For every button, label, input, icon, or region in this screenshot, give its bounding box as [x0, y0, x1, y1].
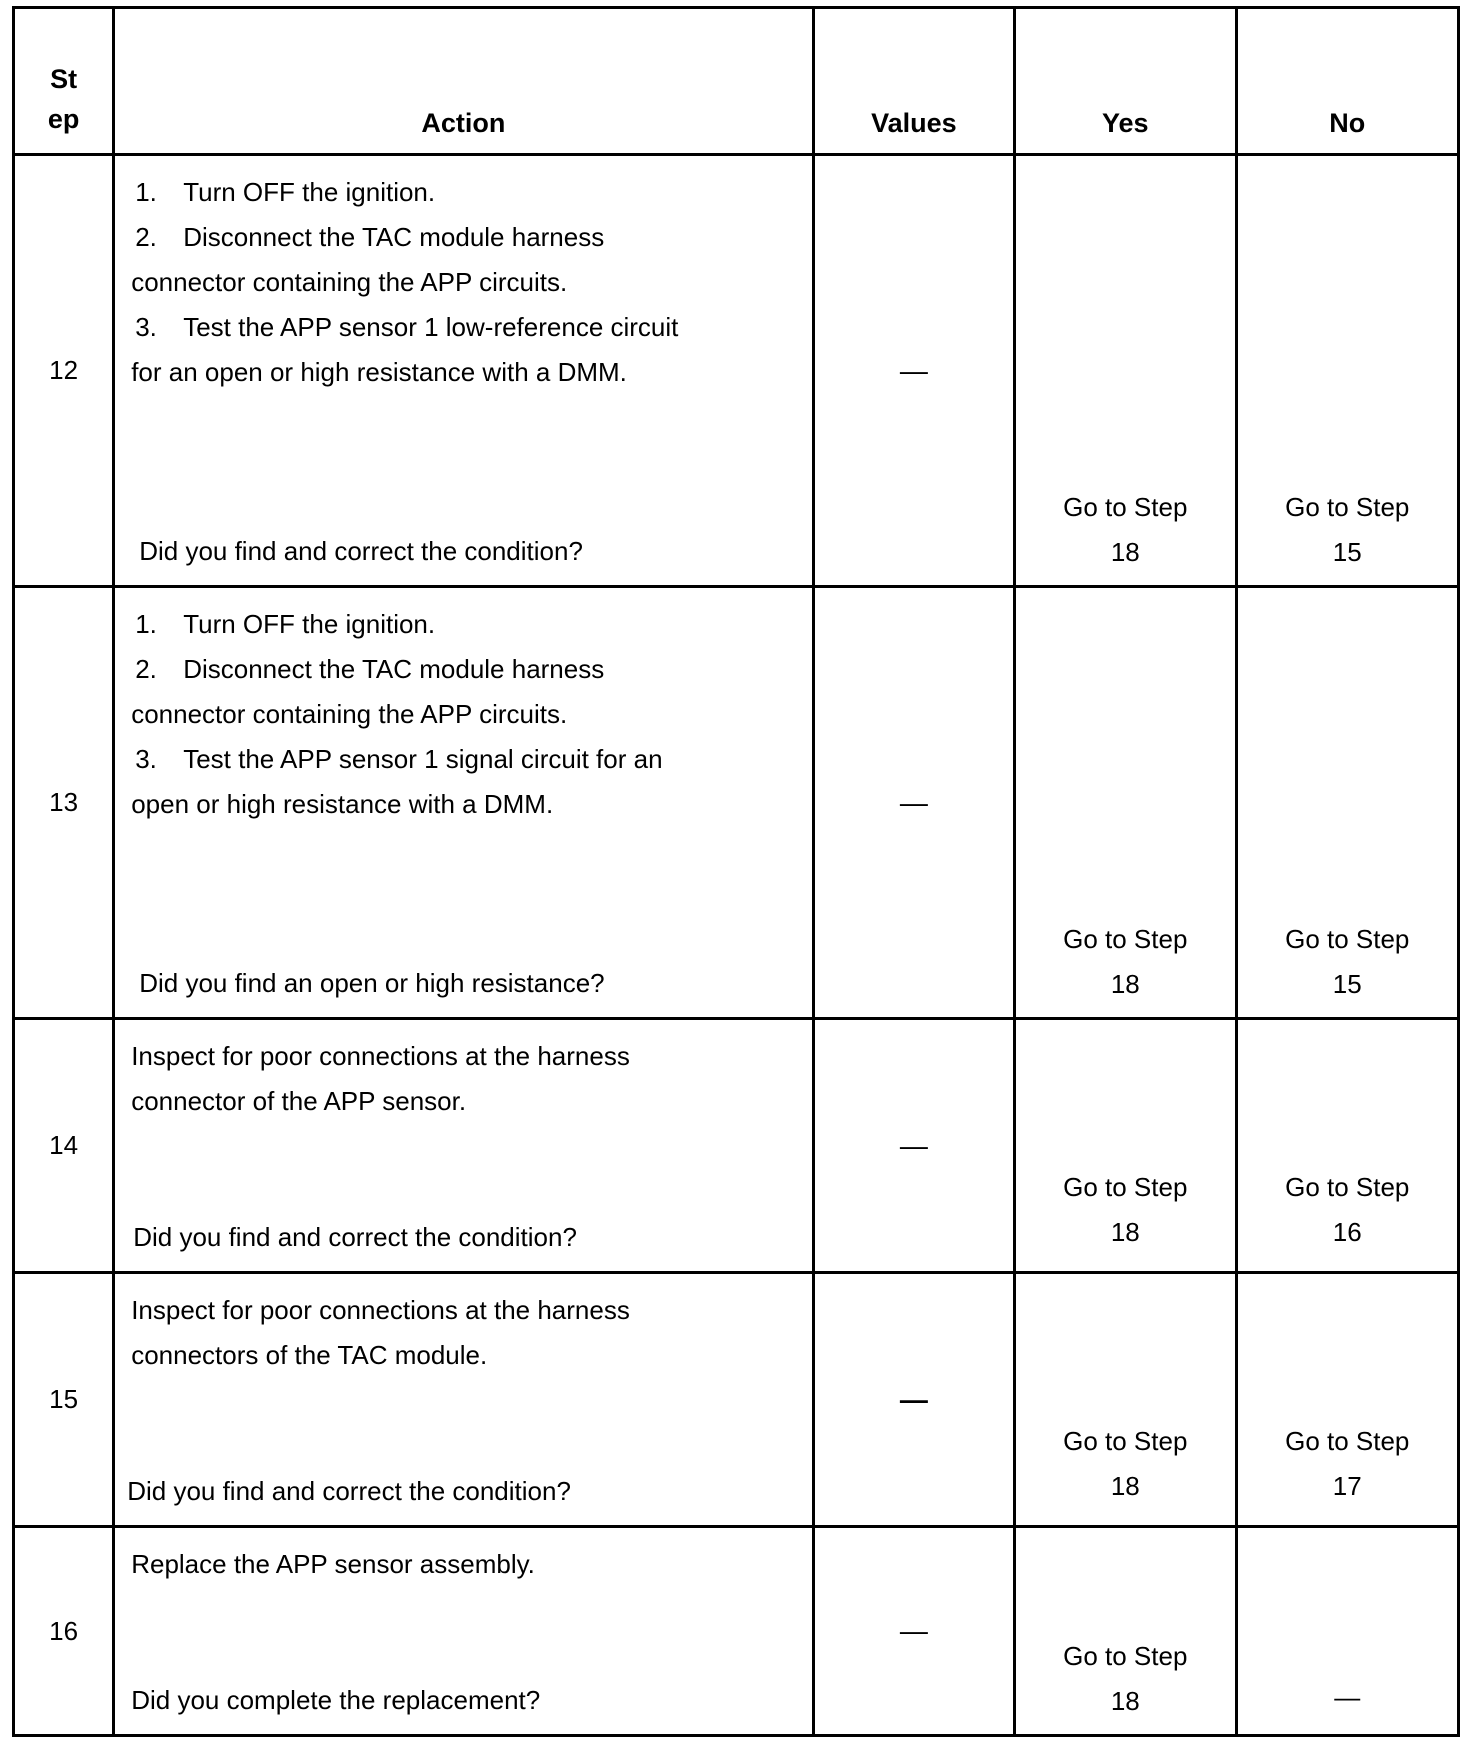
yes-label: Go to Step [1063, 1172, 1188, 1202]
values-cell: — [813, 1527, 1014, 1736]
action-cell [114, 587, 813, 1019]
action-step-number: 3. [135, 312, 157, 342]
no-step-number: 15 [1332, 537, 1362, 567]
action-cell [114, 155, 813, 587]
step-number: 14 [14, 1019, 114, 1273]
action-step-number: 2. [135, 654, 157, 684]
header-step-line2: ep [47, 104, 80, 134]
no-label: Go to Step [1285, 1172, 1410, 1202]
no-cell [1236, 587, 1459, 1019]
header-action [114, 8, 813, 155]
table-row [14, 1527, 1459, 1736]
no-cell [1236, 1527, 1459, 1736]
action-cell [114, 1273, 813, 1527]
action-line: Test the APP sensor 1 signal circuit for an [183, 744, 663, 774]
table-row [14, 155, 1459, 587]
yes-step-number: 18 [1110, 537, 1140, 567]
yes-label: Go to Step [1063, 1641, 1188, 1671]
header-values-label: Values [871, 108, 957, 138]
yes-cell [1015, 587, 1236, 1019]
action-line: Turn OFF the ignition. [183, 609, 436, 639]
yes-step-number: 18 [1110, 1471, 1140, 1501]
no-value: — [1334, 1682, 1361, 1712]
step-number: 16 [14, 1527, 114, 1736]
action-line: connector of the APP sensor. [131, 1086, 467, 1116]
header-step-line1: St [50, 64, 78, 94]
header-yes [1015, 8, 1236, 155]
values-cell: — [813, 155, 1014, 587]
action-step-number: 1. [135, 177, 157, 207]
no-step-number: 16 [1332, 1217, 1362, 1247]
values-cell: — [813, 587, 1014, 1019]
action-step-number: 3. [135, 744, 157, 774]
action-line: open or high resistance with a DMM. [131, 789, 554, 819]
yes-cell [1015, 1019, 1236, 1273]
yes-step-number: 18 [1110, 1217, 1140, 1247]
header-no [1236, 8, 1459, 155]
yes-cell [1015, 1273, 1236, 1527]
table-row [14, 1273, 1459, 1527]
no-cell [1236, 1273, 1459, 1527]
action-line: connector containing the APP circuits. [131, 699, 568, 729]
action-line: connector containing the APP circuits. [131, 267, 568, 297]
no-label: Go to Step [1285, 492, 1410, 522]
action-question: Did you find an open or high resistance? [139, 968, 605, 998]
no-cell [1236, 1019, 1459, 1273]
step-number: 12 [14, 155, 114, 587]
no-step-number: 15 [1332, 969, 1362, 999]
action-line: Replace the APP sensor assembly. [131, 1549, 535, 1579]
no-step-number: 17 [1332, 1471, 1362, 1501]
yes-label: Go to Step [1063, 492, 1188, 522]
diagnostic-table [12, 6, 1460, 1737]
action-step-number: 2. [135, 222, 157, 252]
action-line: Disconnect the TAC module harness [183, 654, 605, 684]
action-question: Did you find and correct the condition? [133, 1222, 577, 1252]
header-yes-label: Yes [1101, 108, 1149, 138]
action-line: Turn OFF the ignition. [183, 177, 436, 207]
header-step [14, 8, 114, 155]
header-action-label: Action [421, 108, 506, 138]
yes-step-number: 18 [1110, 969, 1140, 999]
no-label: Go to Step [1285, 1426, 1410, 1456]
yes-label: Go to Step [1063, 1426, 1188, 1456]
yes-step-number: 18 [1110, 1686, 1140, 1716]
values-cell: — [813, 1273, 1014, 1527]
table-header-row [14, 8, 1459, 155]
no-cell [1236, 155, 1459, 587]
no-label: Go to Step [1285, 924, 1410, 954]
action-line: for an open or high resistance with a DMM. [131, 357, 627, 387]
yes-cell [1015, 155, 1236, 587]
header-no-label: No [1329, 108, 1366, 138]
action-question: Did you find and correct the condition? [139, 536, 583, 566]
action-step-number: 1. [135, 609, 157, 639]
step-number: 15 [14, 1273, 114, 1527]
action-line: Test the APP sensor 1 low-reference circuit [183, 312, 679, 342]
values-cell: — [813, 1019, 1014, 1273]
action-cell [114, 1019, 813, 1273]
table-row [14, 1019, 1459, 1273]
header-values [813, 8, 1014, 155]
action-line: Disconnect the TAC module harness [183, 222, 605, 252]
action-line: Inspect for poor connections at the harness [131, 1295, 630, 1325]
action-question: Did you find and correct the condition? [127, 1476, 571, 1506]
table-row [14, 587, 1459, 1019]
step-number: 13 [14, 587, 114, 1019]
yes-cell [1015, 1527, 1236, 1736]
action-cell [114, 1527, 813, 1736]
action-question: Did you complete the replacement? [131, 1685, 541, 1715]
action-line: connectors of the TAC module. [131, 1340, 488, 1370]
yes-label: Go to Step [1063, 924, 1188, 954]
action-line: Inspect for poor connections at the harness [131, 1041, 630, 1071]
